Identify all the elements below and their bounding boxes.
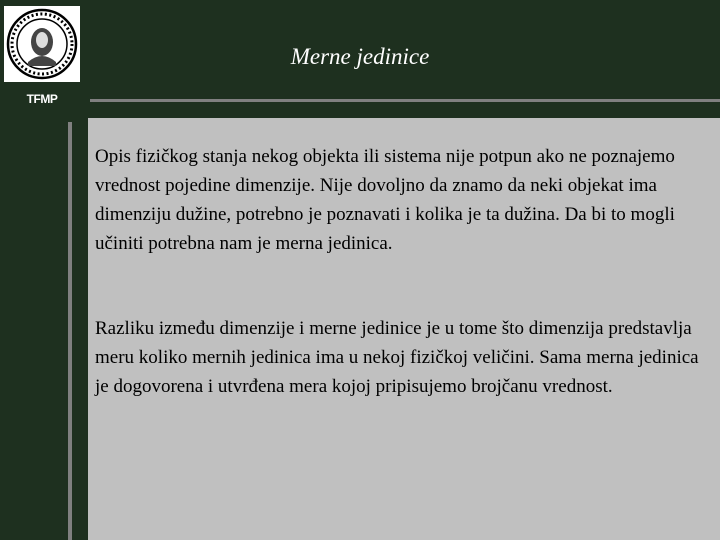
slide-header <box>0 0 720 118</box>
slide-content <box>88 118 720 540</box>
paragraph: Opis fizičkog stanja nekog objekta ili sistema nije potpun ako ne poznajemo vrednost pojedine dimenzije. Nije dovoljno da znamo da neki objekat ima dimenziju dužine, potrebno je poznavati i kolika je ta dužina. Da bi to mogli učiniti potrebna nam je merna jedinica. <box>95 146 675 254</box>
org-label: TFMP <box>26 92 58 106</box>
paragraph: Razliku između dimenzije i merne jedinice je u tome što dimenzija predstavlja meru koliko mernih jedinica ima u nekoj fizičkoj veličini. Sama merna jedinica je dogovorena i utvrđena mera kojoj pripisujemo brojčanu vrednost. <box>95 318 699 397</box>
left-accent-bar <box>68 122 72 540</box>
slide-title: Merne jedinice <box>290 44 430 69</box>
header-divider <box>90 99 720 102</box>
university-seal-icon <box>4 6 80 82</box>
